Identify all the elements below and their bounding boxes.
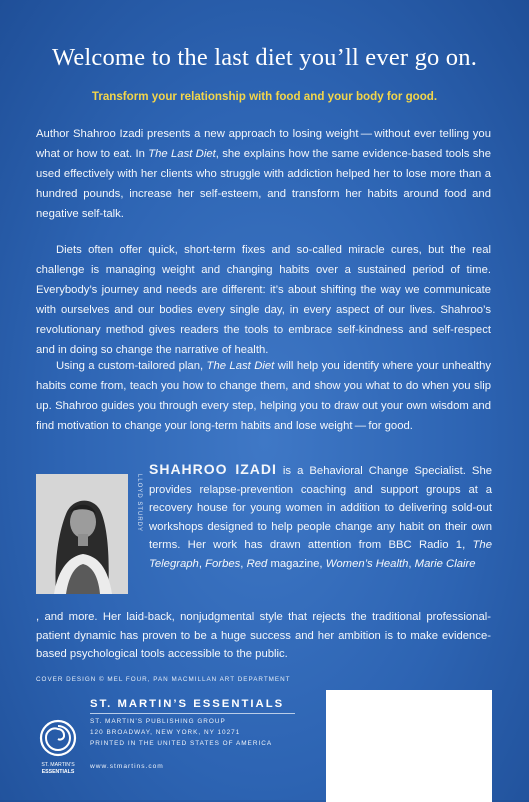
printed-notice: PRINTED IN THE UNITED STATES OF AMERICA	[90, 740, 273, 747]
author-bio-continued: , and more. Her laid-back, nonjudgmental style that rejects the traditional professional-patient dynamic has proven to be a huge success and her ambition is to make evidence-based psychological tools accessible to the public.	[36, 611, 491, 661]
publisher-group: ST. MARTIN’S PUBLISHING GROUP	[90, 718, 226, 725]
book-title: The Last Diet	[148, 148, 216, 160]
barcode-area	[326, 690, 492, 802]
author-photo	[36, 474, 128, 594]
publisher-logo	[36, 716, 86, 778]
publisher-address: 120 BROADWAY, NEW YORK, NY 10271	[90, 729, 241, 736]
publisher-name: ST. MARTIN’S ESSENTIALS	[90, 698, 295, 714]
headline: Welcome to the last diet you’ll ever go on.	[51, 44, 478, 71]
author-name: SHAHROO IZADI	[149, 461, 277, 477]
photo-credit: LLOYD STURDY	[136, 474, 142, 533]
cover-credit: COVER DESIGN © MEL FOUR, PAN MACMILLAN ART DEPARTMENT	[36, 676, 291, 683]
description-paragraph-3: Using a custom-tailored plan, The Last Diet will help you identify where your unhealthy habits come from, teach you how to change them, and show you what to do when you slip up. Shahroo guides you through every step, helping you to draw out your own wisdom and find motivation to change your long-term habits and lose weight — for good.	[36, 360, 491, 432]
publisher-url[interactable]: www.stmartins.com	[90, 763, 164, 770]
description-paragraph-2: Diets often offer quick, short-term fixes and so-called miracle cures, but the real challenge is managing weight and changing habits over a sustained period of time. Everybody’s journey and needs are different: it’s about shifting the way we communicate with ourselves and our bodies every single day, in every aspect of our lives. Shahroo’s revolutionary method gives readers the tools to embrace self-kindness and self-respect and in doing so change the narrative of health.	[36, 244, 491, 356]
book-title: The Last Diet	[206, 360, 275, 372]
publisher-block	[90, 698, 295, 770]
spiral-logo-icon	[36, 716, 86, 778]
subheadline: Transform your relationship with food and your body for good.	[91, 90, 438, 103]
author-bio: SHAHROO IZADI is a Behavioral Change Specialist. She provides relapse-prevention coaching and support groups at a recovery house for young women in addition to delivering sold-out workshops designed to help people change any habit on their own terms. Her work has drawn attention from BBC Radio 1, The Telegraph, Forbes, Red magazine, Women’s Health, Marie Claire	[149, 461, 493, 570]
description-paragraph-1: Author Shahroo Izadi presents a new approach to losing weight — without ever telling you what or how to eat. In The Last Diet, she explains how the same evidence-based tools she used effectively with her clients who struggle with addiction helped her to lose more than a hundred pounds, increase her self-esteem, and transform her habits around food and negative self-talk.	[36, 128, 491, 220]
logo-text-1: ST. MARTIN’S	[41, 762, 75, 768]
logo-text-2: ESSENTIALS	[41, 769, 75, 775]
